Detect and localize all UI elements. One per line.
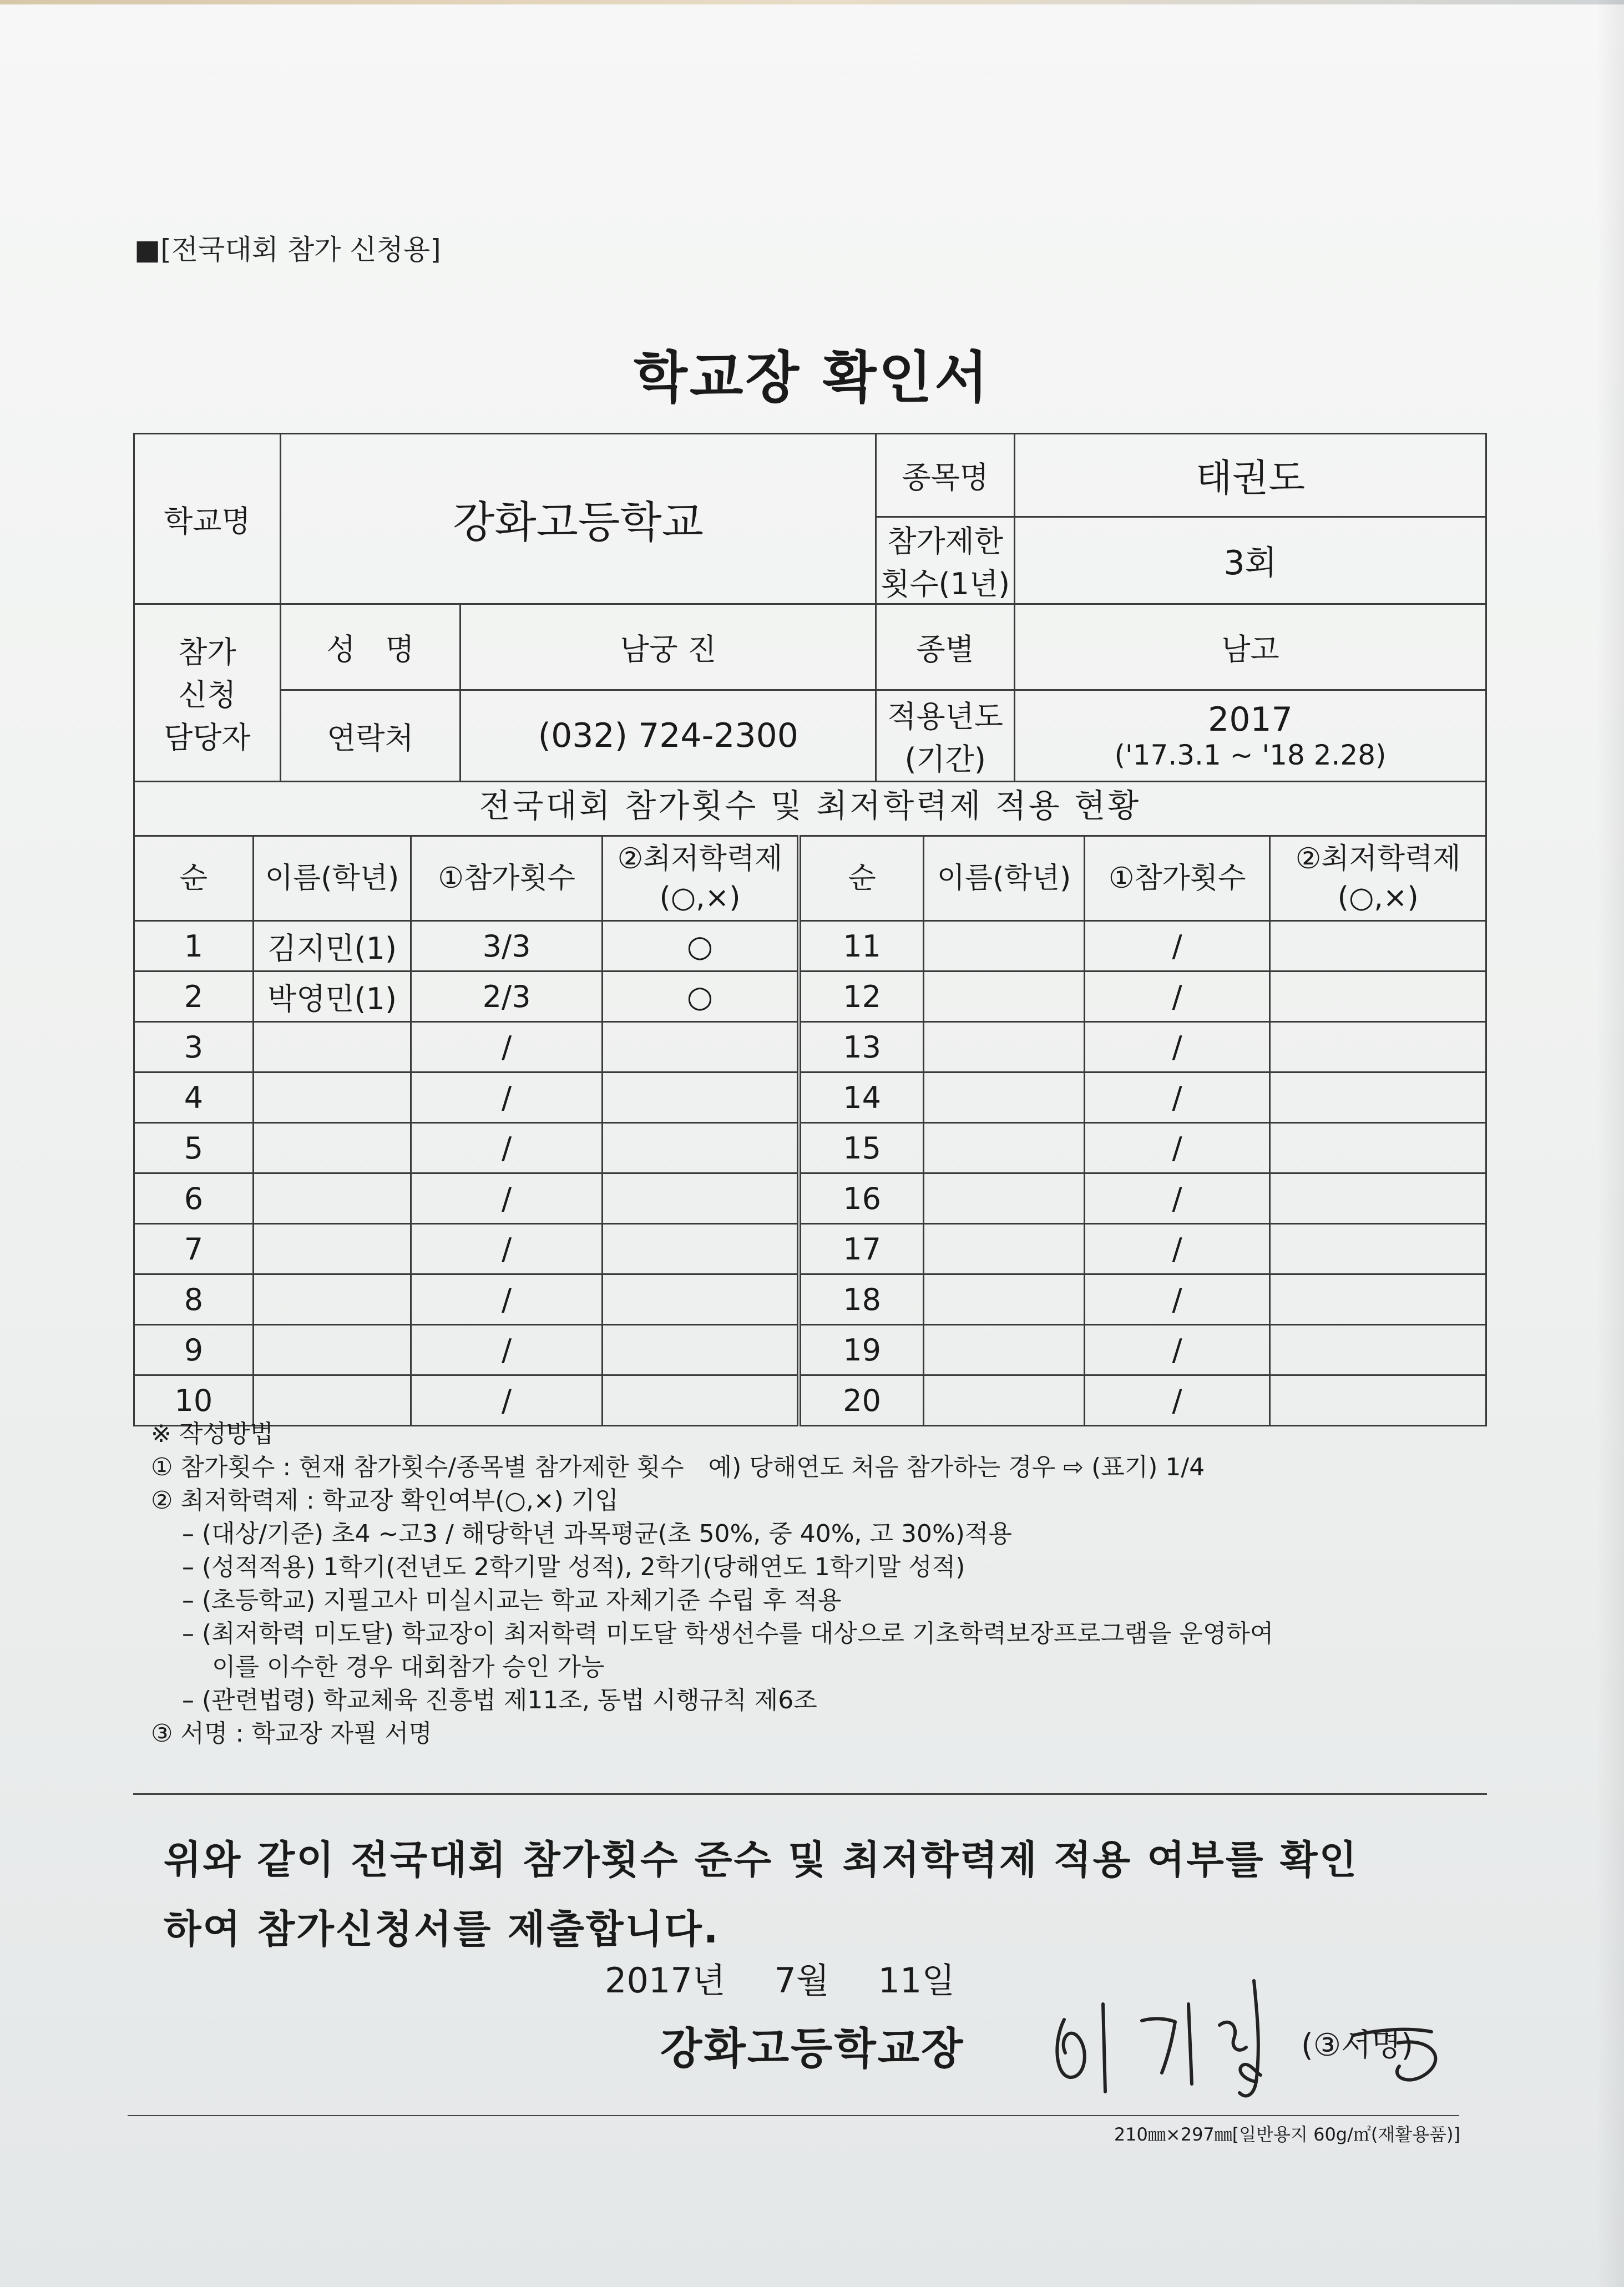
cell-name2 xyxy=(924,1072,1085,1123)
header-min-line-1: ②최저학력제 xyxy=(617,842,783,876)
cell-min xyxy=(602,1224,799,1274)
header-count: ①참가횟수 xyxy=(411,836,603,921)
cell-no2: 20 xyxy=(799,1375,924,1426)
cell-count2: / xyxy=(1084,921,1270,972)
date-year: 2017년 xyxy=(605,1960,726,2001)
header-count-2: ①참가횟수 xyxy=(1084,836,1270,921)
declaration-text xyxy=(164,1825,1456,1964)
cell-count2: / xyxy=(1084,972,1270,1022)
page-title: 학교장 확인서 xyxy=(634,345,990,410)
limit-value: 3회 xyxy=(1015,517,1486,604)
signature-stroke xyxy=(1142,2018,1175,2073)
note-signature: ③ 서명 : 학교장 자필 서명 xyxy=(151,1719,432,1748)
header-no-2: 순 xyxy=(799,836,924,921)
cell-min xyxy=(602,1123,799,1173)
note-below-minimum: – (최저학력 미도달) 학교장이 최저학력 미도달 학생선수를 대상으로 기초학력보장프로그램을 운영하여 xyxy=(182,1620,1274,1648)
manager-label-line-1: 참가 xyxy=(178,635,236,670)
header-no: 순 xyxy=(134,836,254,921)
category-label: 종별 xyxy=(876,604,1015,690)
table-row xyxy=(134,1072,1486,1123)
event-label: 종목명 xyxy=(876,434,1015,517)
cell-name2 xyxy=(924,1123,1085,1173)
table-row xyxy=(134,1224,1486,1274)
cell-name2 xyxy=(924,1274,1085,1325)
cell-min2 xyxy=(1270,1022,1486,1072)
cell-no2: 18 xyxy=(799,1274,924,1325)
header-name-2: 이름(학년) xyxy=(924,836,1085,921)
cell-min xyxy=(602,1173,799,1224)
cell-name: 박영민(1) xyxy=(253,972,411,1022)
manager-label-line-2: 신청 xyxy=(178,677,236,712)
cell-no: 5 xyxy=(134,1123,254,1173)
cell-count2: / xyxy=(1084,1173,1270,1224)
event-value: 태권도 xyxy=(1015,434,1486,517)
cell-no2: 12 xyxy=(799,972,924,1022)
note-below-minimum-cont: 이를 이수한 경우 대회참가 승인 가능 xyxy=(212,1653,605,1681)
cell-name2 xyxy=(924,1325,1085,1375)
cell-name xyxy=(253,1123,411,1173)
cell-no: 6 xyxy=(134,1173,254,1224)
cell-count2: / xyxy=(1084,1224,1270,1274)
table-row xyxy=(134,1123,1486,1173)
year-value: 2017 xyxy=(1208,700,1293,739)
header-min-academic-2 xyxy=(1270,836,1486,921)
table-row xyxy=(134,1274,1486,1325)
year-label-line-1: 적용년도 xyxy=(887,699,1003,734)
period-value: ('17.3.1 ~ '18 2.28) xyxy=(1114,739,1387,771)
writing-instructions xyxy=(151,1418,1494,1750)
school-name-label: 학교명 xyxy=(134,434,281,604)
signature-stroke xyxy=(1057,2020,1084,2077)
paper-spec-footer: 210㎜×297㎜[일반용지 60g/㎡(재활용품)] xyxy=(1114,2124,1460,2145)
cell-name xyxy=(253,1325,411,1375)
footer-rule xyxy=(128,2115,1459,2116)
cell-count: / xyxy=(411,1224,603,1274)
signature-stroke xyxy=(1188,2004,1192,2084)
cell-min2 xyxy=(1270,1224,1486,1274)
cell-no: 10 xyxy=(134,1375,254,1426)
cell-no2: 13 xyxy=(799,1022,924,1072)
date-day: 11일 xyxy=(878,1960,955,2001)
cell-count: / xyxy=(411,1022,603,1072)
note-elementary: – (초등학교) 지필고사 미실시교는 학교 자체기준 수립 후 적용 xyxy=(182,1586,842,1615)
cell-name2 xyxy=(924,1022,1085,1072)
cell-count: / xyxy=(411,1274,603,1325)
participants-body xyxy=(134,921,1486,1426)
cell-no: 7 xyxy=(134,1224,254,1274)
cell-min2 xyxy=(1270,1325,1486,1375)
cell-count2: / xyxy=(1084,1375,1270,1426)
cell-no2: 17 xyxy=(799,1224,924,1274)
header-min-academic xyxy=(602,836,799,921)
participants-header-row xyxy=(134,836,1486,921)
cell-min2 xyxy=(1270,1274,1486,1325)
declaration-top-rule xyxy=(133,1793,1487,1795)
date-month: 7월 xyxy=(774,1960,829,2001)
cell-count2: / xyxy=(1084,1325,1270,1375)
cell-name2 xyxy=(924,921,1085,972)
year-value-cell xyxy=(1015,690,1486,782)
declaration-line-1: 위와 같이 전국대회 참가횟수 준수 및 최저학력제 적용 여부를 확인 xyxy=(164,1837,1359,1883)
cell-min2 xyxy=(1270,1173,1486,1224)
principal-name: 강화고등학교장 xyxy=(660,2024,965,2074)
cell-no: 9 xyxy=(134,1325,254,1375)
contact-value: (032) 724-2300 xyxy=(461,690,876,782)
page-top-edge xyxy=(0,0,1624,4)
submission-date xyxy=(605,1953,993,2002)
year-label-line-2: (기간) xyxy=(904,742,986,777)
cell-min2 xyxy=(1270,1123,1486,1173)
cell-name xyxy=(253,1173,411,1224)
cell-min2 xyxy=(1270,972,1486,1022)
cell-no2: 14 xyxy=(799,1072,924,1123)
cell-min: ○ xyxy=(602,972,799,1022)
cell-min2 xyxy=(1270,921,1486,972)
cell-name xyxy=(253,1224,411,1274)
cell-name: 김지민(1) xyxy=(253,921,411,972)
cell-no2: 11 xyxy=(799,921,924,972)
cell-no: 1 xyxy=(134,921,254,972)
note-min-academic: ② 최저학력제 : 학교장 확인여부(○,×) 기입 xyxy=(151,1486,619,1515)
cell-no: 8 xyxy=(134,1274,254,1325)
cell-min: ○ xyxy=(602,921,799,972)
note-target-criteria: – (대상/기준) 초4 ~고3 / 해당학년 과목평균(초 50%, 중 40%, 고 30%)적용 xyxy=(182,1520,1012,1548)
cell-count: / xyxy=(411,1123,603,1173)
signature-stroke xyxy=(1354,2030,1431,2035)
cell-min xyxy=(602,1022,799,1072)
table-row xyxy=(134,972,1486,1022)
cell-name2 xyxy=(924,1173,1085,1224)
note-participation-count: ① 참가횟수 : 현재 참가횟수/종목별 참가제한 횟수 예) 당해연도 처음 참가하는 경우 ⇨ (표기) 1/4 xyxy=(151,1453,1205,1481)
signature-stroke xyxy=(1397,2042,1435,2079)
manager-label-line-3: 담당자 xyxy=(164,720,251,755)
cell-name xyxy=(253,1072,411,1123)
notes-heading: ※ 작성방법 xyxy=(151,1420,274,1448)
table-row xyxy=(134,1022,1486,1072)
note-related-law: – (관련법령) 학교체육 진흥법 제11조, 동법 시행규칙 제6조 xyxy=(182,1686,817,1714)
school-name-value: 강화고등학교 xyxy=(280,434,876,604)
cell-count2: / xyxy=(1084,1274,1270,1325)
limit-label-line-2: 횟수(1년) xyxy=(881,566,1010,601)
cell-min xyxy=(602,1072,799,1123)
signature-stroke xyxy=(1103,2004,1105,2092)
signature-stroke xyxy=(1220,2022,1246,2050)
cell-no2: 15 xyxy=(799,1123,924,1173)
manager-label xyxy=(134,604,281,782)
cell-no: 2 xyxy=(134,972,254,1022)
limit-label xyxy=(876,517,1015,604)
signature-label: (③서명) xyxy=(1301,2027,1414,2063)
name-label: 성 명 xyxy=(280,604,461,690)
header-min-2-line-1: ②최저학력제 xyxy=(1295,842,1461,876)
form-type-tag: ■[전국대회 참가 신청용] xyxy=(134,234,441,266)
cell-count: 2/3 xyxy=(411,972,603,1022)
limit-label-line-1: 참가제한 xyxy=(887,524,1003,559)
applicant-info-table xyxy=(133,433,1487,782)
contact-label: 연락처 xyxy=(280,690,461,782)
declaration-line-2: 하여 참가신청서를 제출합니다. xyxy=(164,1906,720,1952)
table-row xyxy=(134,1173,1486,1224)
cell-min xyxy=(602,1325,799,1375)
cell-count2: / xyxy=(1084,1022,1270,1072)
header-min-2-line-2: (○,×) xyxy=(1337,881,1419,914)
status-section-title: 전국대회 참가횟수 및 최저학력제 적용 현황 xyxy=(133,777,1487,835)
header-name: 이름(학년) xyxy=(253,836,411,921)
cell-count: / xyxy=(411,1173,603,1224)
cell-name2 xyxy=(924,972,1085,1022)
participants-table xyxy=(133,835,1487,1426)
cell-min xyxy=(602,1274,799,1325)
cell-count2: / xyxy=(1084,1072,1270,1123)
cell-count: / xyxy=(411,1375,603,1426)
cell-no: 4 xyxy=(134,1072,254,1123)
name-value: 남궁 진 xyxy=(461,604,876,690)
category-value: 남고 xyxy=(1015,604,1486,690)
table-row xyxy=(134,1325,1486,1375)
cell-name xyxy=(253,1274,411,1325)
cell-count: / xyxy=(411,1325,603,1375)
cell-name2 xyxy=(924,1224,1085,1274)
handwritten-signature xyxy=(1043,1964,1465,2103)
cell-no2: 16 xyxy=(799,1173,924,1224)
cell-no: 3 xyxy=(134,1022,254,1072)
table-row xyxy=(134,921,1486,972)
note-grade-application: – (성적적용) 1학기(전년도 2학기말 성적), 2학기(당해연도 1학기말 성적) xyxy=(182,1553,965,1581)
cell-count: 3/3 xyxy=(411,921,603,972)
year-label xyxy=(876,690,1015,782)
cell-no2: 19 xyxy=(799,1325,924,1375)
cell-name xyxy=(253,1022,411,1072)
header-min-line-2: (○,×) xyxy=(659,881,741,914)
cell-min2 xyxy=(1270,1072,1486,1123)
cell-count: / xyxy=(411,1072,603,1123)
cell-count2: / xyxy=(1084,1123,1270,1173)
